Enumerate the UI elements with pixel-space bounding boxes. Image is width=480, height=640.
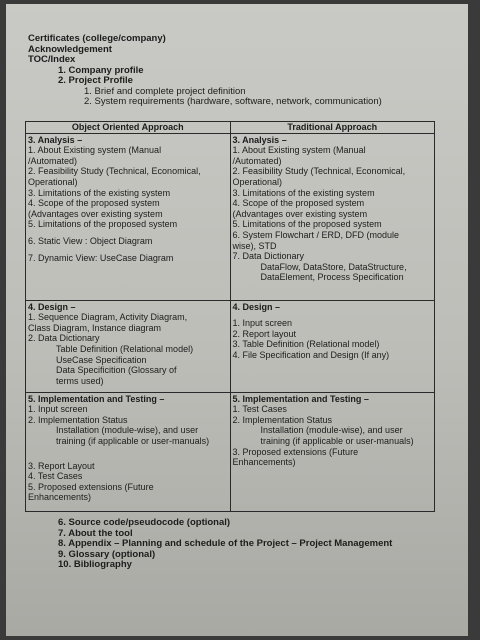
cell-line: 4. Test Cases xyxy=(28,471,83,482)
cell-line: 4. Scope of the proposed system xyxy=(232,198,365,209)
cell-line: 2. Implementation Status xyxy=(28,414,128,425)
cell-line: Class Diagram, Instance diagram xyxy=(28,322,162,333)
cell-line: 1. About Existing system (Manual xyxy=(28,145,162,156)
cell-line: 3. Limitations of the existing system xyxy=(232,187,375,198)
cell-line: /Automated) xyxy=(232,155,282,166)
footer-item: 7. About the tool xyxy=(58,527,133,539)
header-line: TOC/Index xyxy=(28,54,76,65)
cell-traditional-implementation xyxy=(230,392,435,511)
header-item: 2. Project Profile xyxy=(58,75,133,86)
cell-line: 4. Scope of the proposed system xyxy=(28,198,160,209)
header-line: Acknowledgement xyxy=(28,43,112,55)
cell-traditional-analysis xyxy=(230,133,435,300)
header-subitem: 2. System requirements (hardware, software, network, communication) xyxy=(84,96,382,107)
cell-line: 3. Report Layout xyxy=(28,460,95,471)
cell-subline: training (if applicable or user-manuals) xyxy=(56,435,210,446)
section-title: 3. Analysis – xyxy=(232,134,287,145)
cell-line: 1. About Existing system (Manual xyxy=(232,145,366,156)
cell-line: 5. Limitations of the proposed system xyxy=(28,219,178,230)
comparison-table xyxy=(25,121,435,512)
cell-oo-implementation xyxy=(26,392,231,511)
cell-line: 1. Test Cases xyxy=(232,404,287,415)
col-header-traditional: Traditional Approach xyxy=(230,122,435,134)
cell-line: Operational) xyxy=(232,176,283,187)
header-line: Certificates (college/company) xyxy=(28,33,166,44)
section-title: 4. Design – xyxy=(232,301,281,312)
cell-line: 2. Data Dictionary xyxy=(28,333,100,344)
cell-line: 6. Static View : Object Diagram xyxy=(28,235,153,246)
cell-line: Operational) xyxy=(28,176,78,187)
cell-line: 1. Input screen xyxy=(232,318,293,329)
footer-item: 10. Bibliography xyxy=(58,559,132,571)
cell-line: 2. Implementation Status xyxy=(232,414,333,425)
section-title: 3. Analysis – xyxy=(28,134,83,145)
cell-line: 6. System Flowchart / ERD, DFD (module xyxy=(232,229,400,240)
cell-subline: UseCase Specification xyxy=(56,354,147,365)
cell-line: (Advantages over existing system xyxy=(232,208,368,219)
cell-line: 3. Limitations of the existing system xyxy=(28,187,171,198)
cell-subline: Installation (module-wise), and user xyxy=(260,425,403,436)
section-title: 5. Implementation and Testing – xyxy=(28,393,165,404)
header-item: 1. Company profile xyxy=(58,64,144,76)
cell-line: Enhancements) xyxy=(232,457,296,468)
cell-line: 7. Data Dictionary xyxy=(232,251,305,262)
cell-line: Enhancements) xyxy=(28,492,92,503)
footer-item: 6. Source code/pseudocode (optional) xyxy=(58,517,231,528)
cell-subline: DataElement, Process Specification xyxy=(260,272,404,283)
cell-subline: Installation (module-wise), and user xyxy=(56,425,199,436)
cell-line: /Automated) xyxy=(28,155,78,166)
footer-item: 9. Glossary (optional) xyxy=(58,548,156,560)
cell-line: 2. Feasibility Study (Technical, Economical, xyxy=(28,166,201,177)
cell-line: 7. Dynamic View: UseCase Diagram xyxy=(28,252,174,263)
cell-line: 1. Input screen xyxy=(28,404,88,415)
cell-line: wise), STD xyxy=(232,240,277,251)
cell-oo-design xyxy=(26,300,231,392)
cell-line: 1. Sequence Diagram, Activity Diagram, xyxy=(28,312,188,323)
cell-subline: Table Definition (Relational model) xyxy=(56,343,194,354)
cell-line: 2. Report layout xyxy=(232,328,297,339)
cell-subline: Data Specificition (Glossary of xyxy=(56,365,177,376)
col-header-object-oriented: Object Oriented Approach xyxy=(26,122,231,134)
document-header xyxy=(28,34,382,108)
document-footer-list xyxy=(58,518,392,571)
footer-item: 8. Appendix – Planning and schedule of the Project – Project Management xyxy=(58,538,393,550)
section-title: 4. Design – xyxy=(28,301,76,312)
section-title: 5. Implementation and Testing – xyxy=(232,393,369,404)
cell-subline: DataFlow, DataStore, DataStructure, xyxy=(260,261,407,272)
header-subitem: 1. Brief and complete project definition xyxy=(84,85,246,97)
cell-subline: terms used) xyxy=(56,375,104,386)
document-page xyxy=(6,4,468,636)
cell-line: (Advantages over existing system xyxy=(28,208,163,219)
cell-line: 5. Proposed extensions (Future xyxy=(28,481,154,492)
cell-line: 5. Limitations of the proposed system xyxy=(232,219,382,230)
cell-subline: training (if applicable or user-manuals) xyxy=(260,435,414,446)
cell-line: 3. Proposed extensions (Future xyxy=(232,446,359,457)
cell-traditional-design xyxy=(230,300,435,392)
cell-line: 2. Feasibility Study (Technical, Economical, xyxy=(232,166,406,177)
cell-line: 4. File Specification and Design (If any) xyxy=(232,349,390,360)
cell-line: 3. Table Definition (Relational model) xyxy=(232,339,380,350)
cell-oo-analysis xyxy=(26,133,231,300)
